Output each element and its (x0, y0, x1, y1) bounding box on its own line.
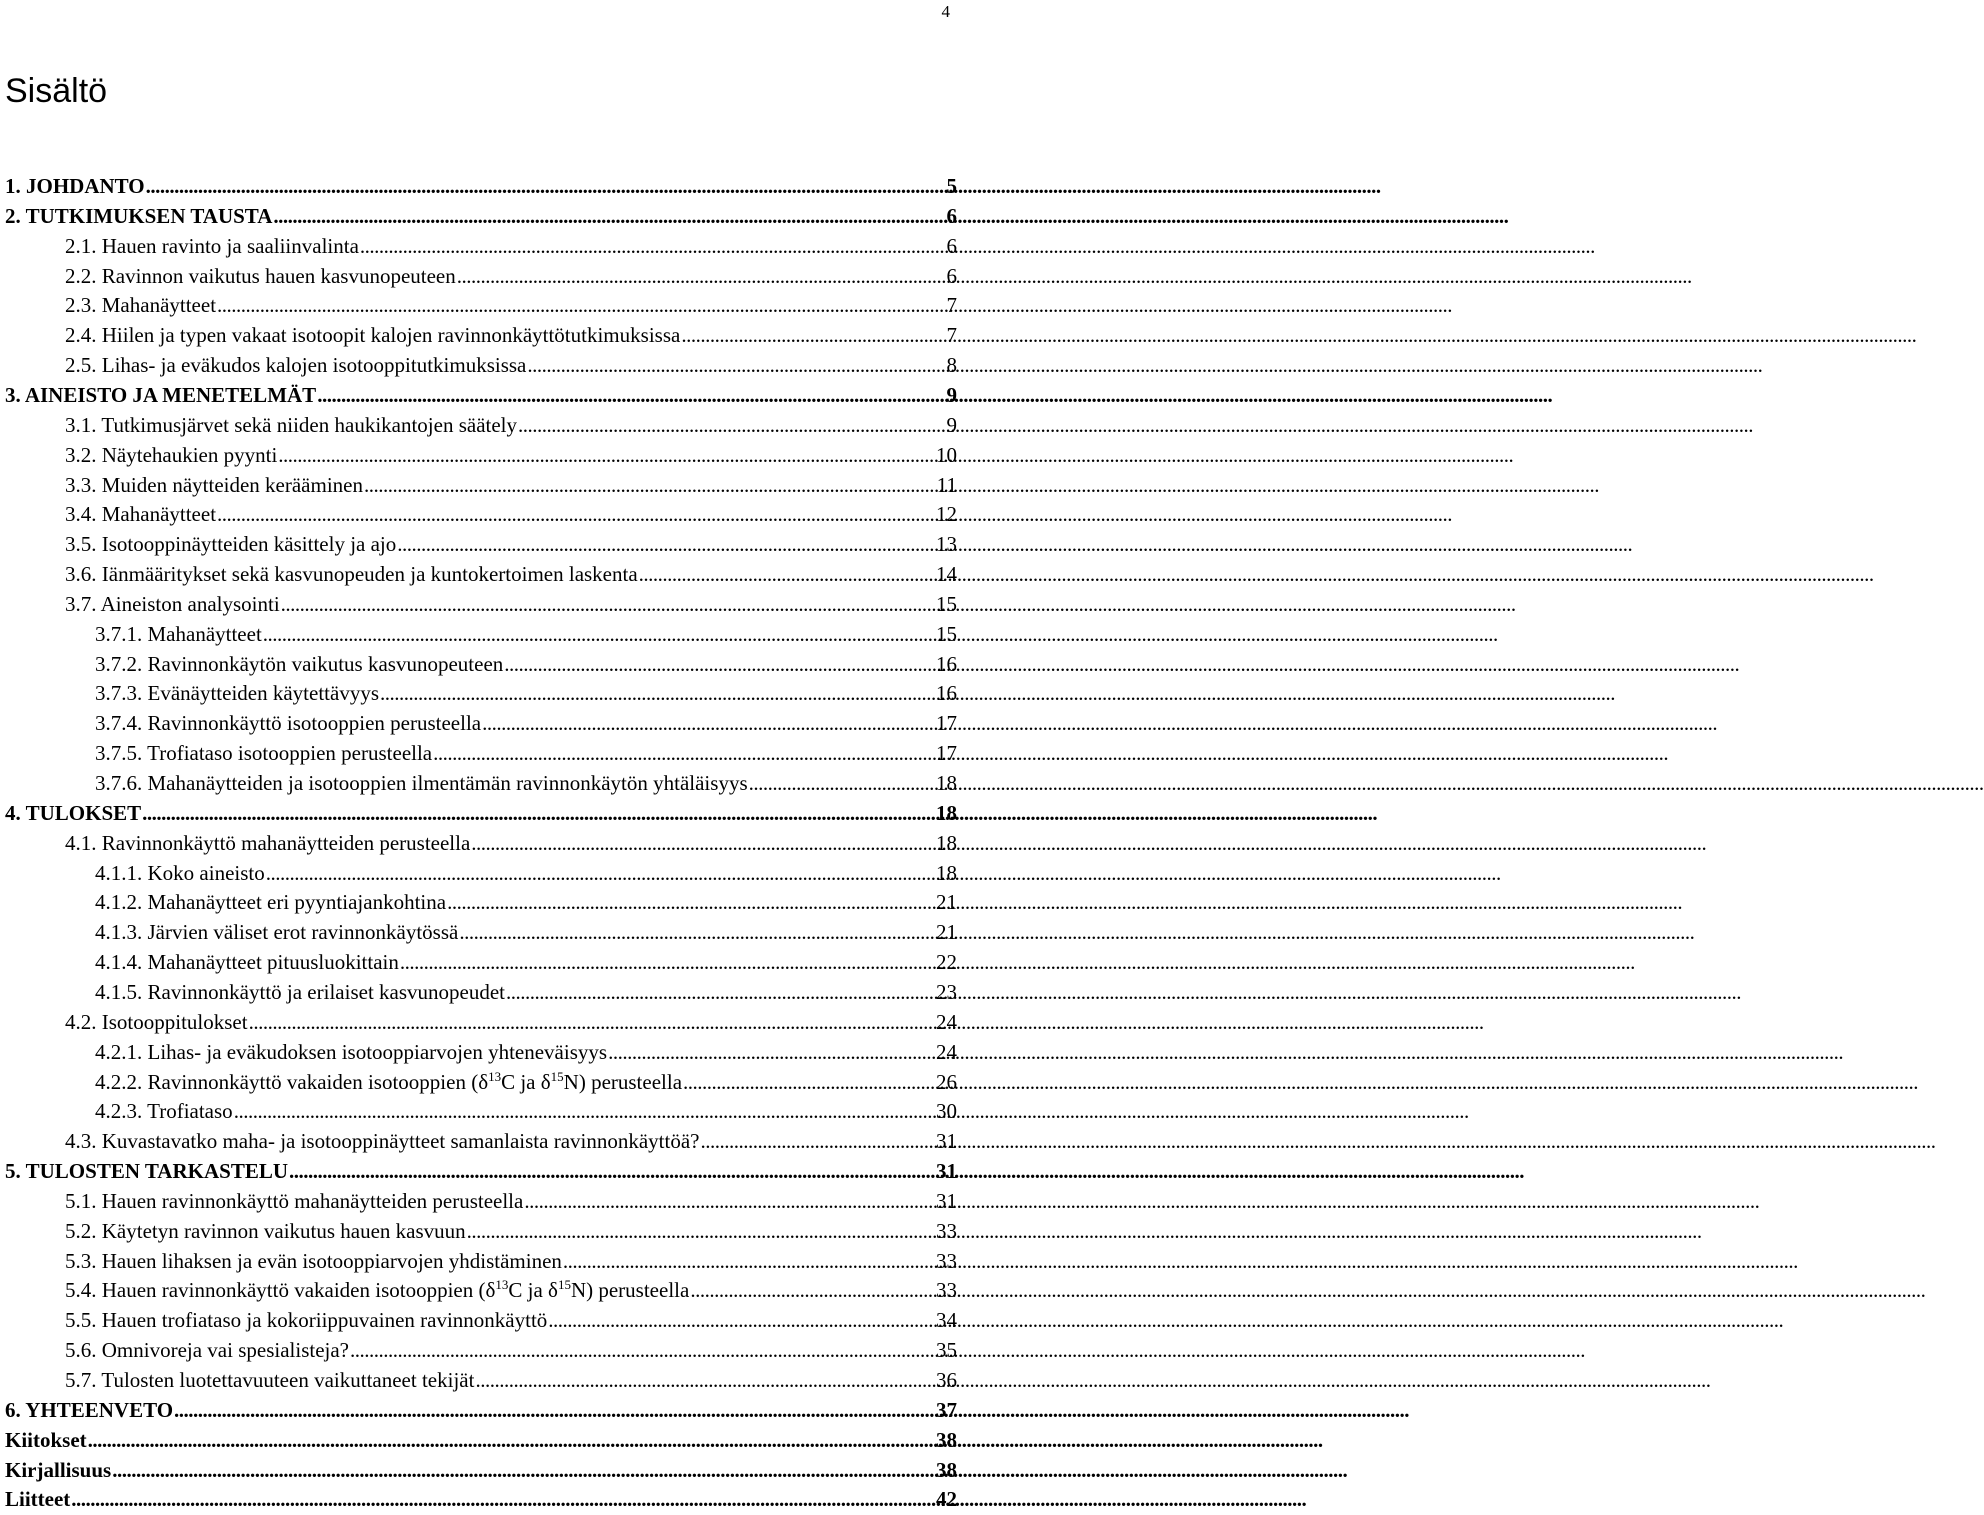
toc-entry-label: 2.5. Lihas- ja eväkudos kalojen isotooppitutkimuksissa (65, 353, 527, 378)
toc-entry-label: 3.7.6. Mahanäytteiden ja isotooppien ilmentämän ravinnonkäytön yhtäläisyys (95, 771, 748, 795)
dot-leader (281, 592, 935, 616)
dot-leader (380, 681, 935, 705)
toc-entry[interactable] (65, 437, 957, 467)
toc-entry-page: 21 (936, 920, 957, 945)
toc-entry-page: 18 (936, 800, 957, 825)
dot-leader (518, 413, 945, 437)
toc-entry-page: 24 (936, 1009, 957, 1034)
dot-leader (397, 532, 935, 556)
toc-entry-page: 33 (936, 1248, 957, 1273)
toc-entry-label: 2.2. Ravinnon vaikutus hauen kasvunopeuteen (65, 263, 456, 288)
dot-leader (71, 1487, 935, 1511)
dot-leader (142, 801, 935, 825)
toc-entry-page: 36 (936, 1368, 957, 1392)
toc-entry-label: 2.3. Mahanäytteet (65, 293, 217, 318)
toc-entry-page: 7 (946, 293, 957, 318)
toc-entry-label: 3.7.4. Ravinnonkäyttö isotooppien perusteella (95, 711, 482, 736)
toc-entry-page: 22 (936, 950, 957, 975)
page-number: 4 (941, 2, 950, 21)
toc-entry-label: 2.4. Hiilen ja typen vakaat isotoopit kalojen ravinnonkäyttötutkimuksissa (65, 323, 681, 348)
toc-entry-label: 4.2.1. Lihas- ja eväkudoksen isotooppiarvojen yhteneväisyys (95, 1039, 608, 1064)
toc-entry[interactable] (65, 1183, 957, 1213)
toc-entry-page: 33 (936, 1278, 957, 1303)
toc-entry-page: 33 (936, 1218, 957, 1243)
dot-leader (266, 861, 935, 885)
dot-leader (548, 1308, 935, 1332)
toc-entry-label: 3.1. Tutkimusjärvet sekä niiden haukikantojen säätely (65, 412, 518, 437)
toc-entry[interactable] (5, 1452, 957, 1482)
dot-leader (471, 831, 935, 855)
toc-entry[interactable] (65, 1332, 957, 1362)
toc-entry-label: 1. JOHDANTO (5, 174, 145, 198)
toc-entry-label: 4.1.4. Mahanäytteet pituusluokittain (95, 950, 399, 975)
toc-entry-page: 35 (936, 1338, 957, 1363)
dot-leader (360, 234, 946, 258)
toc-entry-page: 15 (936, 621, 957, 646)
toc-entry[interactable] (95, 616, 957, 646)
toc-entry-page: 30 (936, 1099, 957, 1124)
toc-entry-label: 4.3. Kuvastavatko maha- ja isotooppinäytteet samanlaista ravinnonkäyttöä? (65, 1129, 700, 1154)
toc-entry-label: 4.1.5. Ravinnonkäyttö ja erilaiset kasvunopeudet (95, 979, 505, 1004)
toc-entry-page: 16 (936, 651, 957, 676)
toc-entry-label: 3.3. Muiden näytteiden kerääminen (65, 472, 363, 497)
toc-entry-page: 12 (936, 502, 957, 527)
dot-leader (273, 204, 945, 228)
toc-heading: Sisältö (5, 72, 108, 110)
toc-entry[interactable] (65, 467, 957, 497)
dot-leader (506, 980, 935, 1004)
toc-entry[interactable] (5, 1422, 957, 1452)
dot-leader (681, 323, 945, 347)
toc-entry-page: 7 (946, 323, 957, 348)
toc-entry[interactable] (65, 1272, 957, 1302)
toc-entry-page: 31 (936, 1188, 957, 1213)
toc-entry-label: 5.7. Tulosten luotettavuuteen vaikuttaneet tekijät (65, 1368, 475, 1392)
dot-leader (278, 443, 935, 467)
isotope-superscript: 13 (495, 1277, 509, 1293)
toc-entry-label: 4.1.2. Mahanäytteet eri pyyntiajankohtina (95, 890, 447, 915)
toc-entry[interactable] (65, 1004, 957, 1034)
toc-entry-label (95, 1070, 683, 1094)
dot-leader (400, 950, 935, 974)
toc-entry-label: Kiitokset (5, 1427, 87, 1452)
toc-entry-label-part: N) perusteella (563, 1069, 683, 1094)
toc-entry-page: 6 (946, 263, 957, 288)
toc-entry[interactable] (95, 646, 957, 676)
dot-leader (112, 1458, 935, 1482)
toc-entry[interactable] (95, 705, 957, 735)
toc-entry-page: 9 (946, 382, 957, 407)
toc-entry-page: 15 (936, 591, 957, 616)
isotope-superscript: 13 (488, 1068, 502, 1084)
dot-leader (504, 652, 935, 676)
toc-entry[interactable] (95, 735, 957, 765)
toc-entry-page: 6 (946, 233, 957, 258)
toc-entry[interactable] (5, 1392, 957, 1422)
toc-entry-label: 5.1. Hauen ravinnonkäyttö mahanäytteiden perusteella (65, 1188, 524, 1213)
toc-entry[interactable] (65, 556, 957, 586)
toc-entry-page: 13 (936, 532, 957, 557)
toc-entry-page: 38 (936, 1457, 957, 1482)
dot-leader (563, 1249, 935, 1273)
toc-entry[interactable] (65, 1362, 957, 1392)
toc-entry-page: 34 (936, 1308, 957, 1333)
dot-leader (608, 1040, 935, 1064)
toc-entry[interactable] (95, 1064, 957, 1094)
toc-entry-label: 3.6. Iänmääritykset sekä kasvunopeuden ja kuntokertoimen laskenta (65, 562, 638, 587)
dot-leader (459, 920, 935, 944)
dot-leader (174, 1398, 935, 1422)
toc-entry-label-part: 4.2.2. Ravinnonkäyttö vakaiden isotooppien (δ (95, 1069, 489, 1094)
toc-entry-label: 6. YHTEENVETO (5, 1397, 174, 1422)
dot-leader (263, 622, 935, 646)
toc-entry-label-part: 5.4. Hauen ravinnonkäyttö vakaiden isotooppien (δ (65, 1278, 496, 1303)
toc-entry-label: 3.7. Aineiston analysointi (65, 591, 280, 616)
toc-entry[interactable] (65, 347, 957, 377)
toc-entry-label: 2.1. Hauen ravinto ja saaliinvalinta (65, 233, 359, 258)
dot-leader (217, 502, 935, 526)
toc-entry-page: 10 (936, 442, 957, 467)
dot-leader (467, 1219, 935, 1243)
toc-entry[interactable] (5, 198, 957, 228)
toc-entry-page: 8 (946, 353, 957, 378)
dot-leader (482, 711, 935, 735)
toc-entry[interactable] (5, 168, 957, 198)
dot-leader (683, 1070, 935, 1094)
toc-entry[interactable] (65, 1243, 957, 1273)
toc-entry-page: 18 (936, 860, 957, 885)
toc-entry[interactable] (95, 944, 957, 974)
isotope-superscript: 15 (557, 1277, 571, 1293)
toc-entry-label: 5.6. Omnivoreja vai spesialisteja? (65, 1338, 350, 1363)
toc-entry-label: 3.2. Näytehaukien pyynti (65, 442, 278, 467)
toc-entry[interactable] (65, 258, 957, 288)
toc-entry[interactable] (65, 526, 957, 556)
toc-entry-label: 3.7.5. Trofiataso isotooppien perusteella (95, 741, 433, 766)
toc-entry[interactable] (5, 1481, 957, 1511)
dot-leader (700, 1129, 935, 1153)
toc-entry[interactable] (95, 855, 957, 885)
toc-entry[interactable] (5, 795, 957, 825)
toc-entry-page: 14 (936, 562, 957, 587)
toc-entry[interactable] (65, 228, 957, 258)
toc-entry[interactable] (65, 287, 957, 317)
toc-entry-label: 5.3. Hauen lihaksen ja evän isotooppiarvojen yhdistäminen (65, 1248, 562, 1273)
toc-entry[interactable] (65, 825, 957, 855)
dot-leader (457, 264, 946, 288)
toc-entry-label: 4.2.3. Trofiataso (95, 1099, 233, 1124)
dot-leader (234, 1099, 935, 1123)
toc-entry-label: 2. TUTKIMUKSEN TAUSTA (5, 203, 273, 228)
toc-entry-page: 9 (946, 412, 957, 437)
dot-leader (146, 174, 946, 198)
toc-entry-page: 21 (936, 890, 957, 915)
toc-entry[interactable] (65, 1302, 957, 1332)
toc-entry-label: 4.1.3. Järvien väliset erot ravinnonkäytössä (95, 920, 459, 945)
toc-entry[interactable] (95, 765, 957, 795)
toc-entry-page: 42 (936, 1487, 957, 1512)
toc-entry-page: 5 (946, 174, 957, 198)
dot-leader (527, 353, 945, 377)
dot-leader (524, 1189, 935, 1213)
toc-entry-page: 17 (936, 711, 957, 736)
dot-leader (690, 1278, 935, 1302)
toc-entry[interactable] (95, 914, 957, 944)
toc-entry[interactable] (95, 974, 957, 1004)
toc-entry-label: 5.5. Hauen trofiataso ja kokoriippuvainen ravinnonkäyttö (65, 1308, 548, 1333)
toc-entry[interactable] (65, 1213, 957, 1243)
toc-entry[interactable] (95, 1093, 957, 1123)
dot-leader (433, 741, 935, 765)
toc-entry[interactable] (95, 675, 957, 705)
dot-leader (447, 890, 935, 914)
dot-leader (475, 1368, 935, 1392)
dot-leader (88, 1428, 935, 1452)
toc-entry-page: 24 (936, 1039, 957, 1064)
toc-entry-label: 5.2. Käytetyn ravinnon vaikutus hauen kasvuun (65, 1218, 466, 1243)
toc-entry[interactable] (65, 496, 957, 526)
toc-entry-label: 5. TULOSTEN TARKASTELU (5, 1159, 289, 1184)
toc-entry-label: 4.2. Isotooppitulokset (65, 1009, 248, 1034)
dot-leader (317, 383, 945, 407)
toc-entry[interactable] (95, 1034, 957, 1064)
toc-entry-page: 16 (936, 681, 957, 706)
dot-leader (289, 1159, 935, 1183)
toc-entry-label: 3. AINEISTO JA MENETELMÄT (5, 382, 317, 407)
dot-leader (249, 1010, 935, 1034)
toc-entry-label-part: N) perusteella (570, 1278, 690, 1303)
isotope-superscript: 15 (550, 1068, 564, 1084)
toc-entry[interactable] (65, 407, 957, 437)
toc-entry-page: 6 (946, 203, 957, 228)
toc-entry-page: 37 (936, 1397, 957, 1422)
toc-entry-label: 3.4. Mahanäytteet (65, 502, 217, 527)
toc-entry[interactable] (95, 884, 957, 914)
dot-leader (364, 473, 936, 497)
toc-entry-page: 11 (936, 472, 957, 497)
toc-entry-label: 3.7.2. Ravinnonkäytön vaikutus kasvunopeuteen (95, 651, 504, 676)
toc-entry-page: 31 (936, 1129, 957, 1154)
dot-leader (217, 293, 945, 317)
toc-entry-page: 26 (936, 1069, 957, 1094)
toc-entry[interactable] (65, 586, 957, 616)
dot-leader (639, 562, 935, 586)
dot-leader (749, 771, 935, 795)
toc-entry-label: 4. TULOKSET (5, 800, 142, 825)
toc-entry-page: 17 (936, 741, 957, 766)
toc-entry-label-part: C ja δ (508, 1278, 558, 1303)
toc-entry-page: 38 (936, 1427, 957, 1452)
toc-entry-label: 4.1. Ravinnonkäyttö mahanäytteiden perusteella (65, 830, 471, 855)
toc-entry-label: Kirjallisuus (5, 1457, 112, 1482)
toc-entry-page: 31 (936, 1159, 957, 1184)
toc-entry-label: 3.5. Isotooppinäytteiden käsittely ja ajo (65, 532, 397, 557)
toc-entry-label: 3.7.3. Evänäytteiden käytettävyys (95, 681, 380, 706)
toc-entry-label-part: C ja δ (501, 1069, 551, 1094)
toc-entry-label: Liitteet (5, 1487, 71, 1512)
toc-entry-label: 4.1.1. Koko aineisto (95, 860, 265, 885)
dot-leader (350, 1338, 935, 1362)
toc-entry-page: 18 (936, 771, 957, 795)
toc-entry-page: 23 (936, 979, 957, 1004)
toc-entry[interactable] (5, 377, 957, 407)
toc-entry-label: 3.7.1. Mahanäytteet (95, 621, 262, 646)
toc-entry[interactable] (65, 317, 957, 347)
toc-entry[interactable] (5, 1153, 957, 1183)
toc-entry[interactable] (65, 1123, 957, 1153)
toc-entry-page: 18 (936, 830, 957, 855)
toc-entry-label (65, 1278, 690, 1302)
